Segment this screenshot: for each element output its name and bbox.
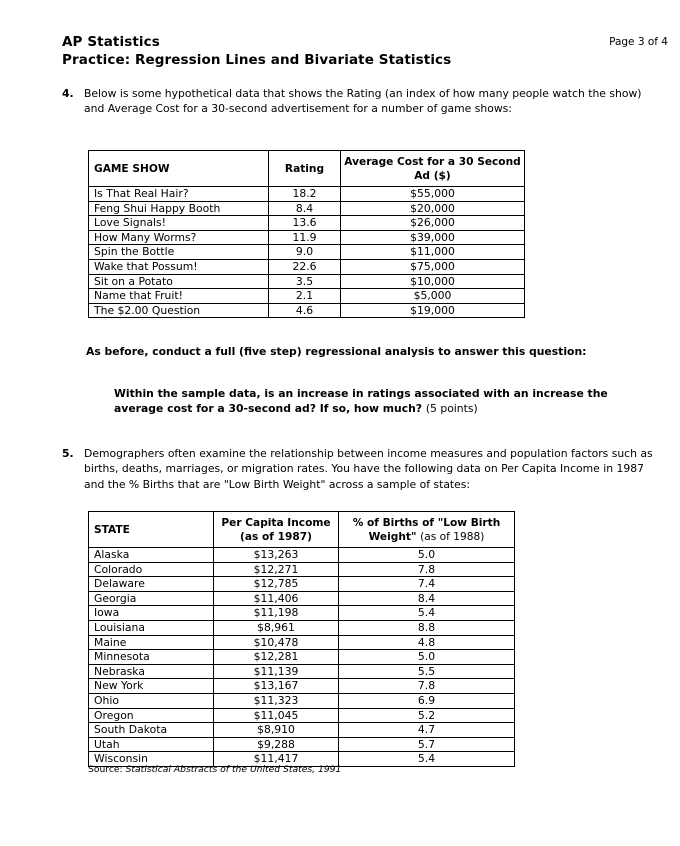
table-row	[89, 635, 515, 650]
cell-cost: $39,000	[341, 230, 525, 245]
cell-state: South Dakota	[89, 723, 214, 738]
cell-lbw: 5.7	[339, 737, 515, 752]
cell-state: Iowa	[89, 606, 214, 621]
question-5-number: 5.	[62, 447, 74, 460]
cell-income: $10,478	[214, 635, 339, 650]
header-titles	[62, 33, 451, 69]
cell-rating: 2.1	[269, 289, 341, 304]
cell-state: Colorado	[89, 562, 214, 577]
cell-show: How Many Worms?	[89, 230, 269, 245]
cell-state: Maine	[89, 635, 214, 650]
table-row	[89, 679, 515, 694]
cell-state: Georgia	[89, 591, 214, 606]
table-row	[89, 289, 525, 304]
cell-show: Is That Real Hair?	[89, 187, 269, 202]
cell-cost: $75,000	[341, 259, 525, 274]
header-rating: Rating	[269, 151, 341, 187]
table-row	[89, 723, 515, 738]
table-row	[89, 259, 525, 274]
cell-state: New York	[89, 679, 214, 694]
table-row	[89, 606, 515, 621]
table-row	[89, 650, 515, 665]
cell-state: Minnesota	[89, 650, 214, 665]
header-per-capita-income	[214, 512, 339, 548]
cell-rating: 18.2	[269, 187, 341, 202]
cell-lbw: 8.4	[339, 591, 515, 606]
table-row	[89, 245, 525, 260]
cell-cost: $19,000	[341, 303, 525, 318]
cell-state: Utah	[89, 737, 214, 752]
cell-rating: 11.9	[269, 230, 341, 245]
cell-lbw: 7.8	[339, 562, 515, 577]
question-5-text: Demographers often examine the relationship between income measures and population factors such as births, deaths, marriages, or migration rates. You have the following data on Per Capita Income in 1987 and the % Births that are "Low Birth Weight" across a sample of states:	[84, 447, 653, 491]
page-header	[62, 33, 668, 69]
table-row	[89, 708, 515, 723]
cell-lbw: 5.4	[339, 752, 515, 767]
cell-income: $11,406	[214, 591, 339, 606]
cell-income: $8,961	[214, 620, 339, 635]
cell-show: Love Signals!	[89, 216, 269, 231]
table-row	[89, 187, 525, 202]
game-shows-table	[88, 150, 525, 318]
cell-state: Nebraska	[89, 664, 214, 679]
table-header-row	[89, 512, 515, 548]
cell-lbw: 8.8	[339, 620, 515, 635]
cell-income: $9,288	[214, 737, 339, 752]
header-income-line1: Per Capita Income	[221, 516, 331, 529]
table-row	[89, 548, 515, 563]
cell-income: $11,323	[214, 693, 339, 708]
cell-state: Ohio	[89, 693, 214, 708]
cell-income: $13,263	[214, 548, 339, 563]
question-4	[62, 86, 662, 117]
cell-show: Sit on a Potato	[89, 274, 269, 289]
table-row	[89, 216, 525, 231]
cell-cost: $10,000	[341, 274, 525, 289]
cell-show: Wake that Possum!	[89, 259, 269, 274]
cell-show: The $2.00 Question	[89, 303, 269, 318]
cell-income: $11,045	[214, 708, 339, 723]
cell-state: Oregon	[89, 708, 214, 723]
cell-cost: $26,000	[341, 216, 525, 231]
cell-income: $12,271	[214, 562, 339, 577]
cell-show: Name that Fruit!	[89, 289, 269, 304]
cell-cost: $11,000	[341, 245, 525, 260]
table-row	[89, 274, 525, 289]
cell-income: $12,281	[214, 650, 339, 665]
cell-show: Spin the Bottle	[89, 245, 269, 260]
instruction-prompt: Within the sample data, is an increase in ratings associated with an increase the average cost for a 30-second ad? If so, how much?	[114, 387, 608, 416]
source-note	[88, 764, 341, 776]
states-table-body	[89, 548, 515, 767]
cell-income: $8,910	[214, 723, 339, 738]
cell-cost: $20,000	[341, 201, 525, 216]
source-citation: Statistical Abstracts of the United States, 1991	[125, 764, 342, 775]
header-average-cost: Average Cost for a 30 Second Ad ($)	[341, 151, 525, 187]
header-lbw-line2-plain: (as of 1988)	[420, 530, 485, 543]
instruction-prompt-block	[114, 386, 659, 417]
cell-state: Delaware	[89, 577, 214, 592]
table-row	[89, 737, 515, 752]
instruction-lead: As before, conduct a full (five step) regressional analysis to answer this question:	[86, 345, 587, 358]
table-row	[89, 577, 515, 592]
cell-income: $13,167	[214, 679, 339, 694]
page-number: Page 3 of 4	[609, 36, 668, 48]
game-shows-table-body	[89, 187, 525, 318]
cell-income: $11,198	[214, 606, 339, 621]
table-row	[89, 664, 515, 679]
table-row	[89, 562, 515, 577]
cell-lbw: 5.0	[339, 548, 515, 563]
header-game-show: GAME SHOW	[89, 151, 269, 187]
cell-lbw: 7.8	[339, 679, 515, 694]
table-header-row	[89, 151, 525, 187]
cell-rating: 9.0	[269, 245, 341, 260]
header-state: STATE	[89, 512, 214, 548]
table-row	[89, 591, 515, 606]
cell-lbw: 5.4	[339, 606, 515, 621]
cell-state: Alaska	[89, 548, 214, 563]
cell-lbw: 5.2	[339, 708, 515, 723]
cell-rating: 3.5	[269, 274, 341, 289]
table-row	[89, 201, 525, 216]
header-income-line2: (as of 1987)	[240, 530, 312, 543]
cell-rating: 13.6	[269, 216, 341, 231]
states-table	[88, 511, 515, 767]
question-4-number: 4.	[62, 87, 74, 100]
question-4-text: Below is some hypothetical data that shows the Rating (an index of how many people watch the show) and Average Cost for a 30-second advertisement for a number of game shows:	[84, 87, 642, 116]
header-lbw-line1: % of Births of "Low Birth	[352, 516, 501, 529]
header-lbw-line2-bold: Weight"	[368, 530, 417, 543]
cell-income: $12,785	[214, 577, 339, 592]
cell-lbw: 5.0	[339, 650, 515, 665]
question-5	[62, 446, 662, 492]
table-row	[89, 303, 525, 318]
cell-show: Feng Shui Happy Booth	[89, 201, 269, 216]
cell-rating: 4.6	[269, 303, 341, 318]
header-low-birth-weight	[339, 512, 515, 548]
cell-state: Wisconsin	[89, 752, 214, 767]
document-subtitle: Practice: Regression Lines and Bivariate Statistics	[62, 52, 452, 68]
cell-rating: 8.4	[269, 201, 341, 216]
document-title: AP Statistics	[62, 34, 160, 50]
table-row	[89, 230, 525, 245]
cell-state: Louisiana	[89, 620, 214, 635]
cell-income: $11,139	[214, 664, 339, 679]
cell-lbw: 5.5	[339, 664, 515, 679]
source-label: Source:	[88, 764, 123, 775]
cell-income: $11,417	[214, 752, 339, 767]
cell-lbw: 4.7	[339, 723, 515, 738]
cell-cost: $5,000	[341, 289, 525, 304]
cell-lbw: 4.8	[339, 635, 515, 650]
cell-cost: $55,000	[341, 187, 525, 202]
cell-lbw: 7.4	[339, 577, 515, 592]
table-row	[89, 693, 515, 708]
cell-lbw: 6.9	[339, 693, 515, 708]
table-row	[89, 620, 515, 635]
instruction-points: (5 points)	[425, 402, 478, 416]
cell-rating: 22.6	[269, 259, 341, 274]
